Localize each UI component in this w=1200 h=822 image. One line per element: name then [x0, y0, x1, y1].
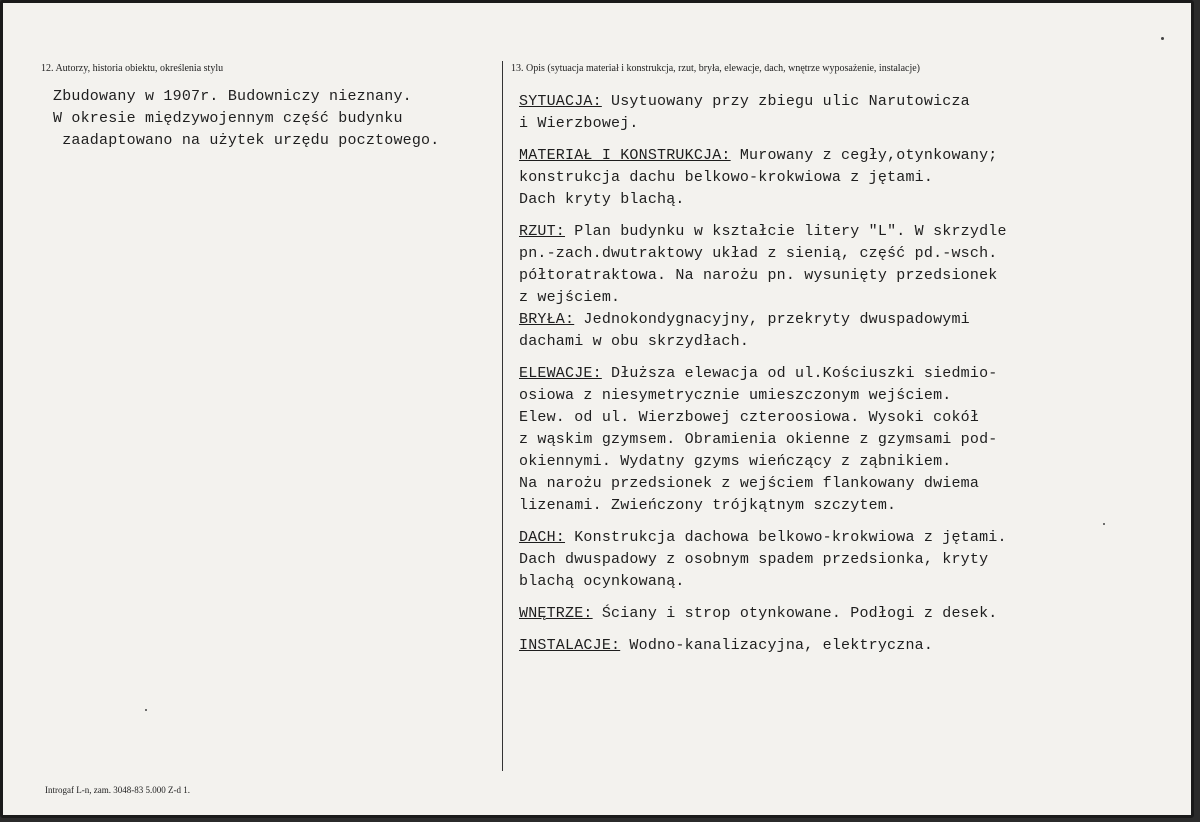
bryla-heading: BRYŁA: [519, 311, 575, 328]
material-line [519, 145, 1007, 167]
rzut-line [519, 221, 1007, 243]
rzut-line: półtoratraktowa. Na narożu pn. wysunięty przedsionek [519, 267, 998, 284]
text-run: Wodno-kanalizacyjna, elektryczna. [620, 637, 934, 654]
elewacje-line: lizenami. Zwieńczony trójkątnym szczytem. [519, 497, 897, 514]
sytuacja-heading: SYTUACJA: [519, 93, 602, 110]
material-heading: MATERIAŁ I KONSTRUKCJA: [519, 147, 731, 164]
column-divider [502, 61, 503, 771]
sytuacja-line [519, 91, 1007, 113]
spacer [519, 625, 1007, 635]
history-line: zaadaptowano na użytek urzędu pocztowego. [53, 132, 440, 149]
section-12-label: 12. Autorzy, historia obiektu, określenia stylu [41, 63, 224, 74]
instalacje-heading: INSTALACJE: [519, 637, 621, 654]
wnetrze-line [519, 603, 1007, 625]
text-run: Jednokondygnacyjny, przekryty dwuspadowymi [574, 311, 970, 328]
rzut-heading: RZUT: [519, 223, 566, 240]
sytuacja-line: i Wierzbowej. [519, 115, 639, 132]
spacer [519, 135, 1007, 145]
text-run: Dłuższa elewacja od ul.Kościuszki siedmio- [601, 365, 998, 382]
text-run: Murowany z cegły,otynkowany; [730, 147, 998, 164]
paper-speck [145, 709, 147, 711]
spacer [519, 517, 1007, 527]
spacer [519, 593, 1007, 603]
paper-speck [1161, 37, 1164, 40]
wnetrze-heading: WNĘTRZE: [519, 605, 593, 622]
elewacje-line: osiowa z niesymetrycznie umieszczonym wejściem. [519, 387, 952, 404]
rzut-line: z wejściem. [519, 289, 621, 306]
elewacje-line: okiennymi. Wydatny gzyms wieńczący z ząbnikiem. [519, 453, 952, 470]
dach-line [519, 527, 1007, 549]
dach-line: blachą ocynkowaną. [519, 573, 685, 590]
dach-line: Dach dwuspadowy z osobnym spadem przedsionka, kryty [519, 551, 989, 568]
elewacje-line: z wąskim gzymsem. Obramienia okienne z gzymsami pod- [519, 431, 998, 448]
description-text [519, 91, 1007, 657]
material-line: konstrukcja dachu belkowo-krokwiowa z jętami. [519, 169, 934, 186]
text-run: Usytuowany przy zbiegu ulic Narutowicza [601, 93, 970, 110]
rzut-line: pn.-zach.dwutraktowy układ z sienią, część pd.-wsch. [519, 245, 998, 262]
history-text [53, 86, 439, 152]
bryla-line: dachami w obu skrzydłach. [519, 333, 750, 350]
section-13-label: 13. Opis (sytuacja materiał i konstrukcja, rzut, bryła, elewacje, dach, wnętrze wyposażenie, instalacje) [511, 63, 920, 74]
text-run: Plan budynku w kształcie litery "L". W skrzydle [565, 223, 1007, 240]
bryla-line [519, 309, 1007, 331]
dach-heading: DACH: [519, 529, 566, 546]
history-line: Zbudowany w 1907r. Budowniczy nieznany. [53, 88, 412, 105]
text-run: Ściany i strop otynkowane. Podłogi z desek. [592, 605, 998, 622]
elewacje-heading: ELEWACJE: [519, 365, 602, 382]
paper-speck [1103, 523, 1105, 525]
instalacje-line [519, 635, 1007, 657]
history-line: W okresie międzywojennym część budynku [53, 110, 403, 127]
elewacje-line: Elew. od ul. Wierzbowej czteroosiowa. Wysoki cokół [519, 409, 980, 426]
text-run: Konstrukcja dachowa belkowo-krokwiowa z jętami. [565, 529, 1007, 546]
elewacje-line [519, 363, 1007, 385]
elewacje-line: Na narożu przedsionek z wejściem flankowany dwiema [519, 475, 980, 492]
spacer [519, 211, 1007, 221]
spacer [519, 353, 1007, 363]
printer-imprint: Introgaf L-n, zam. 3048-83 5.000 Z-d 1. [45, 785, 190, 795]
material-line: Dach kryty blachą. [519, 191, 685, 208]
